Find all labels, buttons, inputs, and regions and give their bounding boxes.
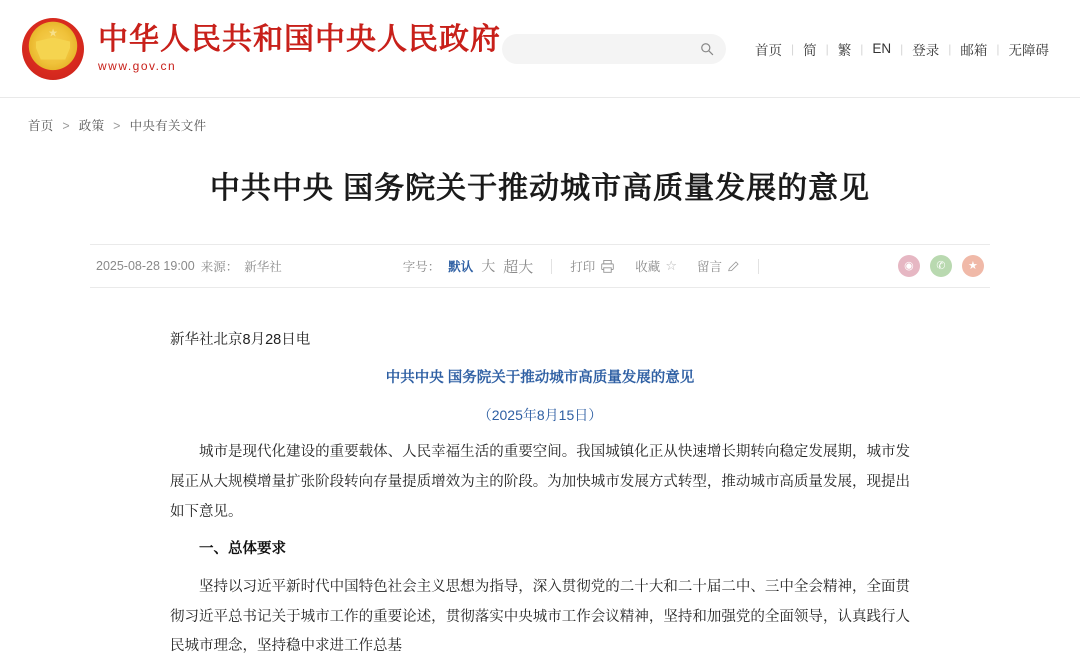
search-input[interactable] — [514, 41, 714, 57]
document-date: （2025年8月15日） — [477, 407, 603, 424]
share-group — [898, 255, 984, 277]
breadcrumb-separator: > — [62, 119, 70, 133]
nav-separator: | — [996, 41, 1000, 56]
paragraph: 城市是现代化建设的重要载体、人民幸福生活的重要空间。我国城镇化正从快速增长期转向稳定发展期，城市发展正从大规模增量扩张阶段转向存量提质增效为主的阶段。为加快城市发展方式转型，推动城市高质量发展，现提出如下意见。 — [170, 444, 910, 520]
meta-divider — [551, 259, 552, 274]
nav-item-login[interactable]: 登录 — [912, 42, 940, 58]
paragraph: 坚持以习近平新时代中国特色社会主义思想为指导，深入贯彻党的二十大和二十届二中、三中全会精神，全面贯彻习近平总书记关于城市工作的重要论述，贯彻落实中央城市工作会议精神，坚持和加强党的全面领导，认真践行人民城市理念，坚持稳中求进工作总基 — [170, 579, 910, 655]
breadcrumb-item-central-documents[interactable]: 中央有关文件 — [129, 119, 207, 133]
article-meta-bar — [90, 244, 990, 288]
nav-item-accessibility[interactable]: 无障碍 — [1008, 42, 1049, 58]
printer-icon — [600, 259, 615, 274]
nav-separator: | — [790, 41, 795, 56]
nav-item-simplified[interactable]: 简 — [803, 42, 817, 58]
publish-datetime: 2025-08-28 19:00 — [96, 259, 195, 273]
site-title: 中华人民共和国中央人民政府 — [98, 23, 501, 56]
search-icon[interactable] — [700, 42, 714, 56]
page-title: 中共中央 国务院关于推动城市高质量发展的意见 — [209, 172, 871, 205]
site-header — [0, 0, 1080, 97]
nav-separator: | — [900, 41, 904, 56]
fontsize-label: 字号： — [402, 260, 441, 274]
breadcrumb-item-home[interactable]: 首页 — [28, 119, 54, 133]
collect-action[interactable] — [635, 257, 677, 275]
breadcrumb-item-policy[interactable]: 政策 — [78, 119, 105, 133]
comment-action[interactable] — [697, 257, 740, 275]
brand-text — [98, 25, 501, 72]
nav-separator: | — [860, 41, 864, 56]
meta-left — [96, 257, 282, 275]
nav-item-english[interactable]: EN — [872, 41, 892, 56]
star-icon: ☆ — [665, 258, 677, 273]
source-label: 来源： — [200, 260, 239, 274]
print-action[interactable] — [570, 257, 615, 275]
source-value[interactable]: 新华社 — [244, 260, 282, 274]
fontsize-group — [403, 256, 534, 277]
weibo-share-icon[interactable]: ◉ — [898, 255, 920, 277]
meta-center — [403, 256, 777, 277]
site-brand[interactable] — [22, 18, 501, 80]
breadcrumb — [0, 98, 1080, 134]
fontsize-option-default[interactable]: 默认 — [448, 260, 474, 274]
article — [90, 134, 990, 662]
nav-item-mail[interactable]: 邮箱 — [960, 42, 988, 58]
nav-item-home[interactable]: 首页 — [754, 42, 782, 58]
site-domain: www.gov.cn — [98, 59, 177, 73]
pencil-icon — [727, 260, 740, 273]
top-nav — [746, 39, 1058, 59]
nav-separator: | — [825, 41, 829, 56]
fontsize-option-large[interactable]: 大 — [481, 258, 496, 274]
nav-separator: | — [948, 41, 952, 56]
document-heading: 中共中央 国务院关于推动城市高质量发展的意见 — [385, 369, 695, 386]
comment-label: 留言 — [696, 260, 722, 274]
fontsize-option-extra-large[interactable]: 超大 — [503, 258, 534, 276]
header-right — [502, 34, 1058, 64]
print-label: 打印 — [570, 260, 596, 274]
wechat-share-icon[interactable]: ✆ — [930, 255, 952, 277]
breadcrumb-separator: > — [113, 119, 121, 133]
section-heading: 一、总体要求 — [199, 541, 286, 558]
article-body — [170, 288, 910, 662]
national-emblem-icon — [22, 18, 84, 80]
meta-divider — [758, 259, 759, 274]
nav-item-traditional[interactable]: 繁 — [837, 42, 852, 58]
search-box[interactable] — [502, 34, 726, 64]
dateline: 新华社北京8月28日电 — [170, 332, 311, 348]
favorite-share-icon[interactable]: ★ — [962, 255, 984, 277]
collect-label: 收藏 — [635, 260, 661, 274]
